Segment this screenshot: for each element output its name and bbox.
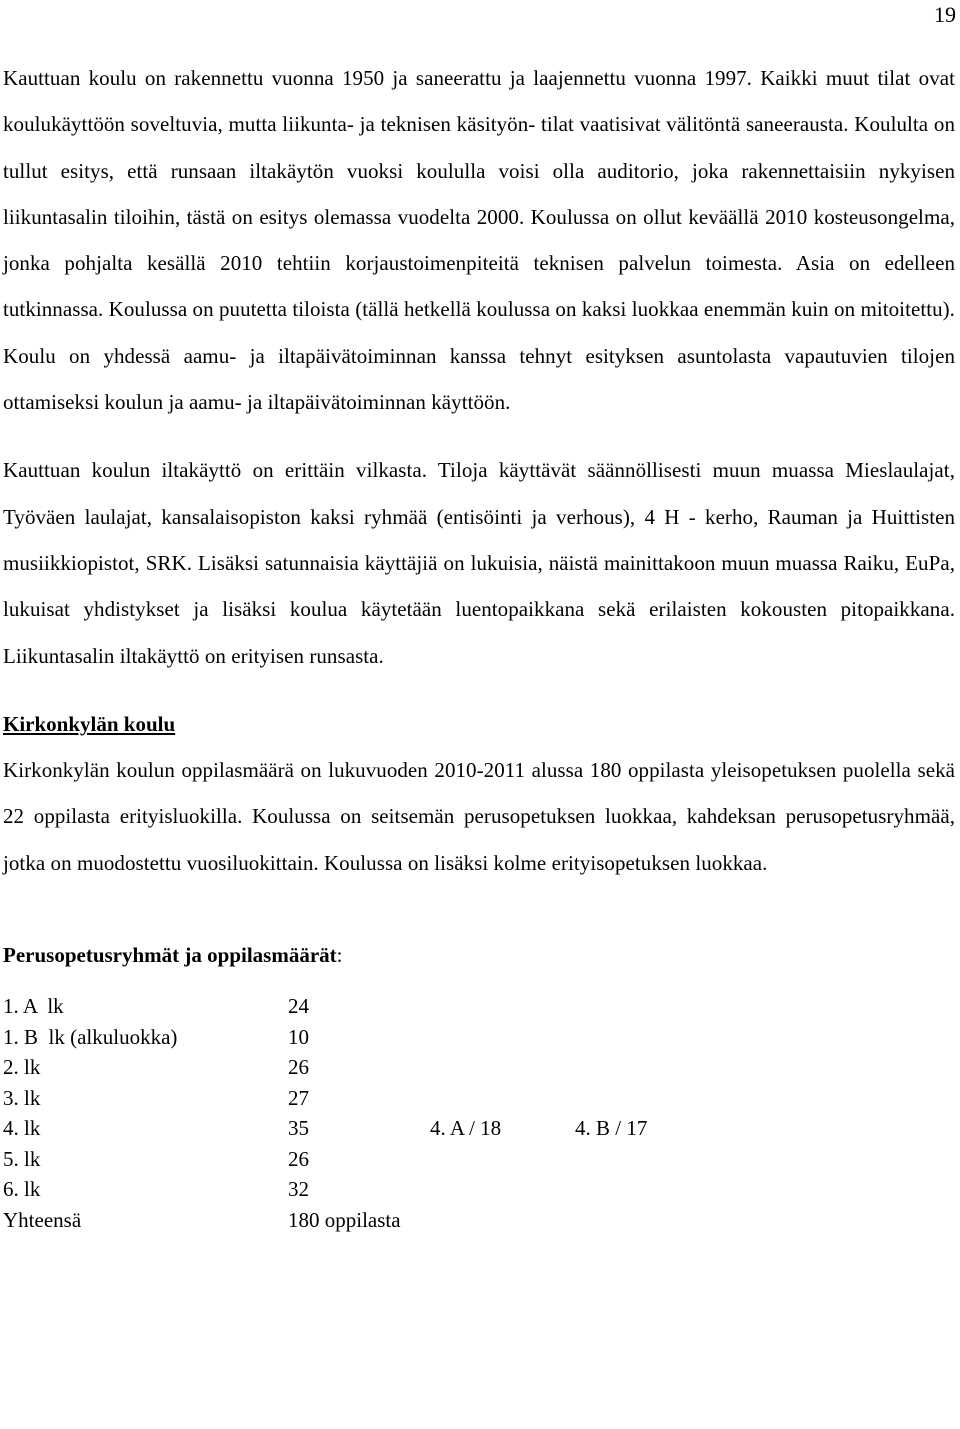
row-subgroup-b: 4. B / 17 [575,1116,648,1141]
row-count: 26 [288,1055,309,1080]
row-label: 2. lk [3,1055,41,1080]
table-row [3,991,955,1022]
table-row-total [3,1205,955,1236]
section-heading-kirkonkyla: Kirkonkylän koulu [3,711,176,736]
table-heading-colon: : [336,943,343,968]
table-row [3,1083,955,1114]
table-row [3,1022,955,1053]
row-label: 6. lk [3,1177,41,1202]
paragraph-kirkonkyla-students: Kirkonkylän koulun oppilasmäärä on lukuvuoden 2010-2011 alussa 180 oppilasta yleisopetuksen puolella sekä 22 oppilasta erityisluokilla. Koulussa on seitsemän perusopetuksen luokkaa, kahdeksan perusopetusryhmää, jotka on muodostettu vuosiluokittain. Koulussa on lisäksi kolme erityisopetuksen luokkaa. [3,758,955,875]
table-row [3,1052,955,1083]
row-label: 4. lk [3,1116,41,1141]
row-count: 32 [288,1177,309,1202]
paragraph-kauttuan-evening-use: Kauttuan koulun iltakäyttö on erittäin vilkasta. Tiloja käyttävät säännöllisesti muun muassa Mieslaulajat, Työväen laulajat, kansalaisopiston kaksi ryhmää (entisöinti ja verhous), 4 H - kerho, Rauman ja Huittisten musiikkiopistot, SRK. Lisäksi satunnaisia käyttäjiä on lukuisia, näistä mainittakoon muun muassa Raiku, EuPa, lukuisat yhdistykset ja lisäksi koulua käytetään luentopaikkana sekä erilaisten kokousten pitopaikkana. Liikuntasalin iltakäyttö on erityisen runsasta. [3,458,955,668]
row-count: 24 [288,994,309,1019]
table-heading [3,932,955,978]
row-label: Yhteensä [3,1207,82,1232]
class-size-table [3,991,955,1235]
row-count: 10 [288,1024,309,1049]
page-number: 19 [934,2,956,27]
document-body [3,55,955,1235]
row-label: 1. B lk (alkuluokka) [3,1024,178,1049]
row-count: 26 [288,1146,309,1171]
row-count: 180 oppilasta [288,1207,401,1232]
paragraph-kauttuan-facilities: Kauttuan koulu on rakennettu vuonna 1950 ja saneerattu ja laajennettu vuonna 1997. Kaikki muut tilat ovat koulukäyttöön soveltuvia, mutta liikunta- ja teknisen käsityön- tilat vaatisivat välitöntä saneerausta. Koululta on tullut esitys, että runsaan iltakäytön vuoksi koululla voisi olla auditorio, joka rakennettaisiin nykyisen liikuntasalin tiloihin, tästä on esitys olemassa vuodelta 2000. Koulussa on ollut keväällä 2010 kosteusongelma, jonka pohjalta kesällä 2010 tehtiin korjaustoimenpiteitä teknisen palvelun toimesta. Asia on edelleen tutkinnassa. Koulussa on puutetta tiloista (tällä hetkellä koulussa on kaksi luokkaa enemmän kuin on mitoitettu). Koulu on yhdessä aamu- ja iltapäivätoiminnan kanssa tehnyt esityksen asuntolasta vapautuvien tilojen ottamiseksi koulun ja aamu- ja iltapäivätoiminnan käyttöön. [3,66,955,415]
row-label: 3. lk [3,1085,41,1110]
table-row [3,1144,955,1175]
table-heading-text: Perusopetusryhmät ja oppilasmäärät [3,943,337,968]
table-row [3,1174,955,1205]
row-label: 1. A lk [3,994,64,1019]
row-subgroup-a: 4. A / 18 [430,1116,502,1141]
row-label: 5. lk [3,1146,41,1171]
row-count: 35 [288,1116,309,1141]
table-row [3,1113,955,1144]
row-count: 27 [288,1085,309,1110]
